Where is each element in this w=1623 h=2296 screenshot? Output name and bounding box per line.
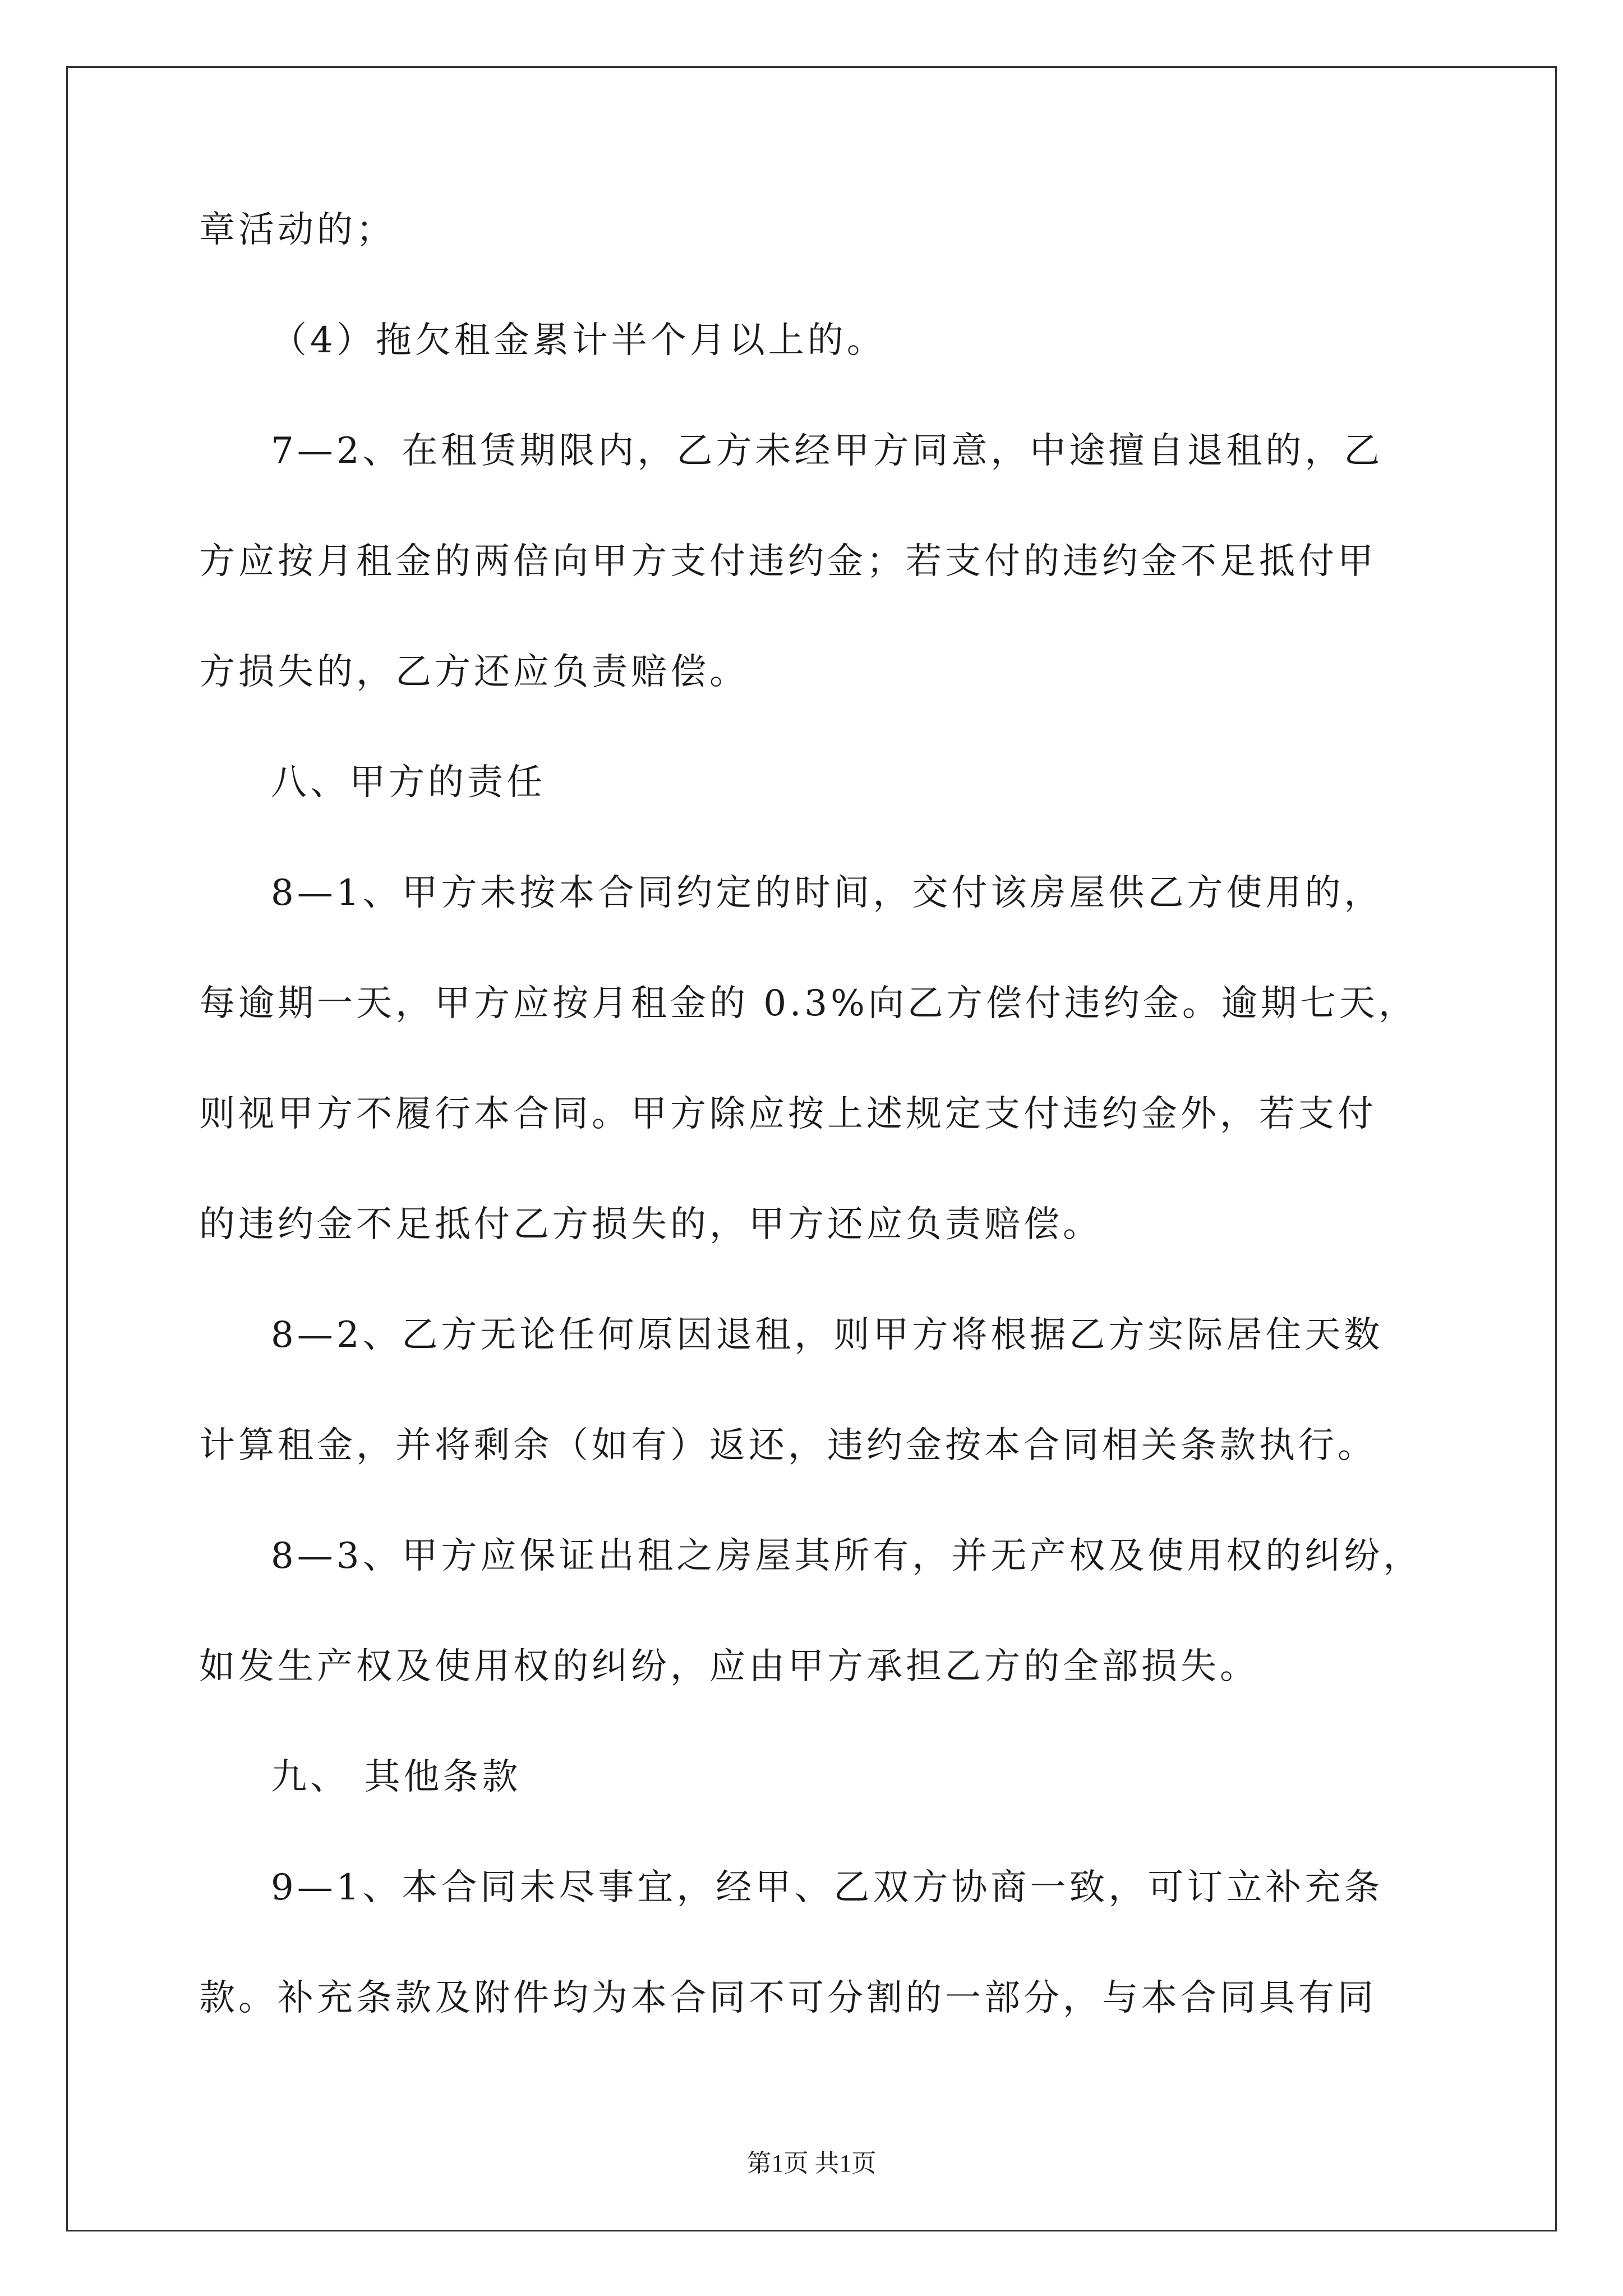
section-heading: 八、甲方的责任	[271, 762, 546, 803]
text-line: 款。补充条款及附件均为本合同不可分割的一部分，与本合同具有同	[199, 1977, 1377, 2019]
text-line: 方损失的，乙方还应负责赔偿。	[199, 651, 749, 693]
text-line: 的违约金不足抵付乙方损失的，甲方还应负责赔偿。	[199, 1204, 1102, 1245]
section-heading: 九、 其他条款	[271, 1756, 522, 1798]
text-line: 9—1、本合同未尽事宜，经甲、乙双方协商一致，可订立补充条	[271, 1867, 1384, 1908]
text-line: 方应按月租金的两倍向甲方支付违约金；若支付的违约金不足抵付甲	[199, 541, 1377, 582]
text-line: 8—3、甲方应保证出租之房屋其所有，并无产权及使用权的纠纷，	[271, 1535, 1423, 1577]
text-line: 则视甲方不履行本合同。甲方除应按上述规定支付违约金外，若支付	[199, 1093, 1377, 1135]
text-line: 8—2、乙方无论任何原因退租，则甲方将根据乙方实际居住天数	[271, 1314, 1384, 1356]
text-line: 章活动的；	[199, 209, 395, 251]
text-line: （4）拖欠租金累计半个月以上的。	[271, 320, 886, 361]
text-line: 7—2、在租赁期限内，乙方未经甲方同意，中途擅自退租的，乙	[271, 430, 1384, 472]
text-line: 计算租金，并将剩余（如有）返还，违约金按本合同相关条款执行。	[199, 1425, 1377, 1466]
text-line: 每逾期一天，甲方应按月租金的 0.3%向乙方偿付违约金。逾期七天，	[199, 983, 1418, 1024]
page-number-footer: 第1页 共1页	[746, 2150, 877, 2177]
text-line: 8—1、甲方未按本合同约定的时间，交付该房屋供乙方使用的，	[271, 872, 1384, 914]
text-line: 如发生产权及使用权的纠纷，应由甲方承担乙方的全部损失。	[199, 1646, 1259, 1687]
